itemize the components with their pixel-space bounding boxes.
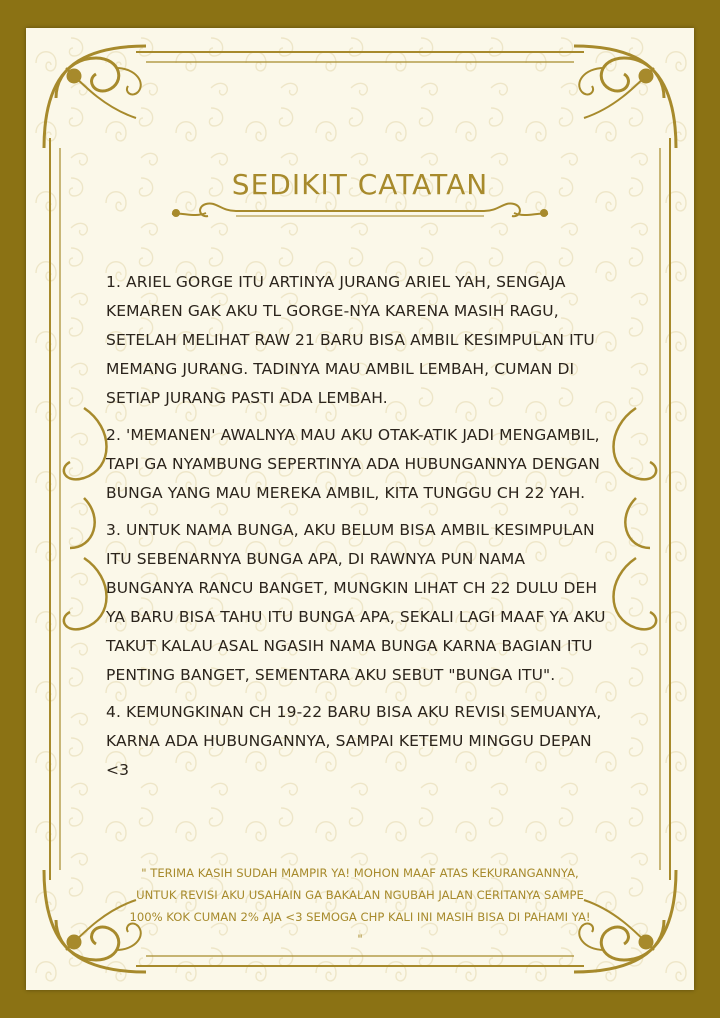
note-item: 3. UNTUK NAMA BUNGA, AKU BELUM BISA AMBIL KESIMPULAN ITU SEBENARNYA BUNGA APA, DI RAWNYA PUN NAMA BUNGANYA RANCU BANGET, MUNGKIN LIHAT CH 22 DULU DEH YA BARU BISA TAHU ITU BUNGA APA, SEKALI LAGI MAAF YA AKU TAKUT KALAU ASAL NGASIH NAMA BUNGA KARNA BAGIAN ITU PENTING BANGET, SEMENTARA AKU SEBUT "BUNGA ITU". <box>106 521 606 684</box>
corner-flourish-icon <box>574 46 676 148</box>
note-item: 2. 'MEMANEN' AWALNYA MAU AKU OTAK-ATIK JADI MENGAMBIL, TAPI GA NYAMBUNG SEPERTINYA ADA HUBUNGANNYA DENGAN BUNGA YANG MAU MEREKA AMBIL, KITA TUNGGU CH 22 YAH. <box>106 426 600 502</box>
thank-you-message: " TERIMA KASIH SUDAH MAMPIR YA! MOHON MAAF ATAS KEKURANGANNYA, UNTUK REVISI AKU USAHAIN GA BAKALAN NGUBAH JALAN CERITANYA SAMPE 100% KOK CUMAN 2% AJA <3 SEMOGA CHP KALI INI MASIH BISA DI PAHAMI YA! " <box>129 866 591 946</box>
side-scroll-ornament-icon <box>64 408 107 629</box>
side-scroll-ornament-icon <box>614 408 657 629</box>
note-item: 1. ARIEL GORGE ITU ARTINYA JURANG ARIEL YAH, SENGAJA KEMAREN GAK AKU TL GORGE-NYA KARENA MASIH RAGU, SETELAH MELIHAT RAW 21 BARU BISA AMBIL KESIMPULAN ITU MEMANG JURANG. TADINYA MAU AMBIL LEMBAH, CUMAN DI SETIAP JURANG PASTI ADA LEMBAH. <box>106 273 595 407</box>
notes-list <box>106 268 606 793</box>
corner-flourish-icon <box>44 46 146 148</box>
page-title: SEDIKIT CATATAN <box>231 168 489 201</box>
note-card <box>26 28 694 990</box>
title-divider-ornament-icon <box>166 196 554 226</box>
note-item: 4. KEMUNGKINAN CH 19-22 BARU BISA AKU REVISI SEMUANYA, KARNA ADA HUBUNGANNYA, SAMPAI KETEMU MINGGU DEPAN <3 <box>106 703 602 779</box>
